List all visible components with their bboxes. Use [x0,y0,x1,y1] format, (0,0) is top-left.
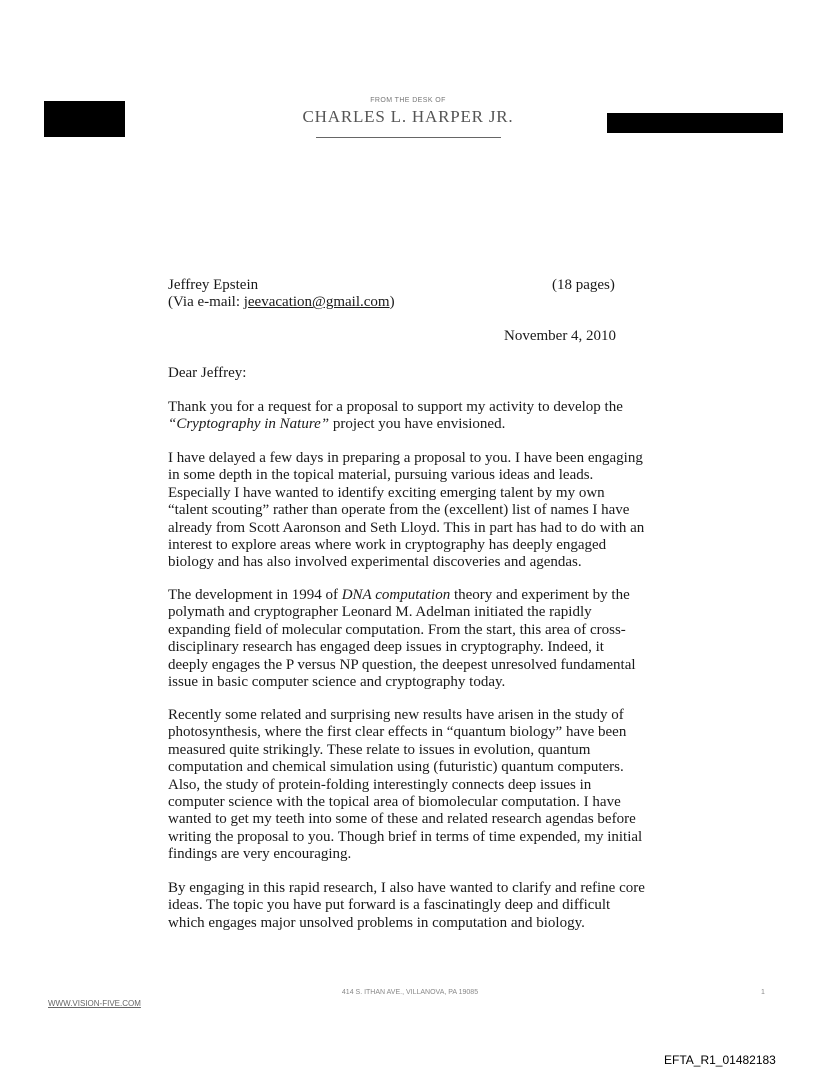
letter-date: November 4, 2010 [504,328,617,344]
page-count: (18 pages) [552,277,615,293]
paragraph-2: I have delayed a few days in preparing a proposal to you. I have been engaging in some depth in the topical material, pursuing various ideas and leads. Especially I have wanted to identify exciting emerging talent by my own “talent scouting” rather than operate from the (excellent) list of names I have already from Scott Aaronson and Seth Lloyd. This in part has had to do with an interest to explore areas where work in cryptography has deeply engaged biology and has also involved experimental discoveries and agendas. [168,450,645,571]
redaction-box-right [607,113,783,133]
paragraph-3-text-b: theory and experiment by the polymath and cryptographer Leonard M. Adelman initiated the rapidly expanding field of molecular computation. From the start, this area of cross-disciplinary research has engaged deep issues in cryptography. Indeed, it deeply engages the P versus NP question, the deepest unresolved fundamental issue in basic computer science and cryptography today. [168,587,636,691]
redaction-box-left [44,101,125,137]
paragraph-4: Recently some related and surprising new results have arisen in the study of photosynthesis, where the first clear effects in “quantum biology” have been measured quite strikingly. These relate to issues in evolution, quantum computation and chemical simulation using (futuristic) quantum computers. Also, the study of protein-folding interestingly connects deep issues in computer science with the topical area of biomolecular computation. I have wanted to get my teeth into some of these and related research agendas before writing the proposal to you. Though brief in terms of time expended, my initial findings are very encouraging. [168,707,643,863]
recipient-name: Jeffrey Epstein [168,277,259,293]
letterhead [258,97,558,138]
paragraph-1-emphasis: “Cryptography in Nature” [168,416,330,433]
footer-website-link[interactable]: WWW.VISION-FIVE.COM [48,999,141,1008]
paragraph-3-text-a: The development in 1994 of [168,587,342,603]
letterhead-divider [316,137,501,138]
via-suffix: ) [389,294,395,311]
via-prefix: (Via e-mail: [168,294,244,311]
recipient-via-line [168,294,395,311]
letterhead-name: CHARLES L. HARPER JR. [302,107,514,126]
salutation: Dear Jeffrey: [168,365,247,381]
recipient-block [168,277,395,312]
paragraph-1-text-b: project you have envisioned. [329,416,506,433]
recipient-email-link[interactable]: jeevacation@gmail.com [243,294,390,311]
paragraph-1 [168,399,646,434]
paragraph-3-emphasis: DNA computation [341,587,451,603]
footer-address: 414 S. ITHAN AVE., VILLANOVA, PA 19085 [341,989,479,996]
paragraph-1-text-a: Thank you for a request for a proposal to support my activity to develop the [168,399,623,415]
paragraph-5: By engaging in this rapid research, I also have wanted to clarify and refine core ideas. The topic you have put forward is a fascinatingly deep and difficult which engages major unsolved problems in computation and biology. [168,880,645,931]
footer-page-number: 1 [761,989,765,996]
document-id: EFTA_R1_01482183 [664,1053,776,1067]
paragraph-3 [168,587,646,691]
letterhead-from-line: FROM THE DESK OF [370,97,446,104]
